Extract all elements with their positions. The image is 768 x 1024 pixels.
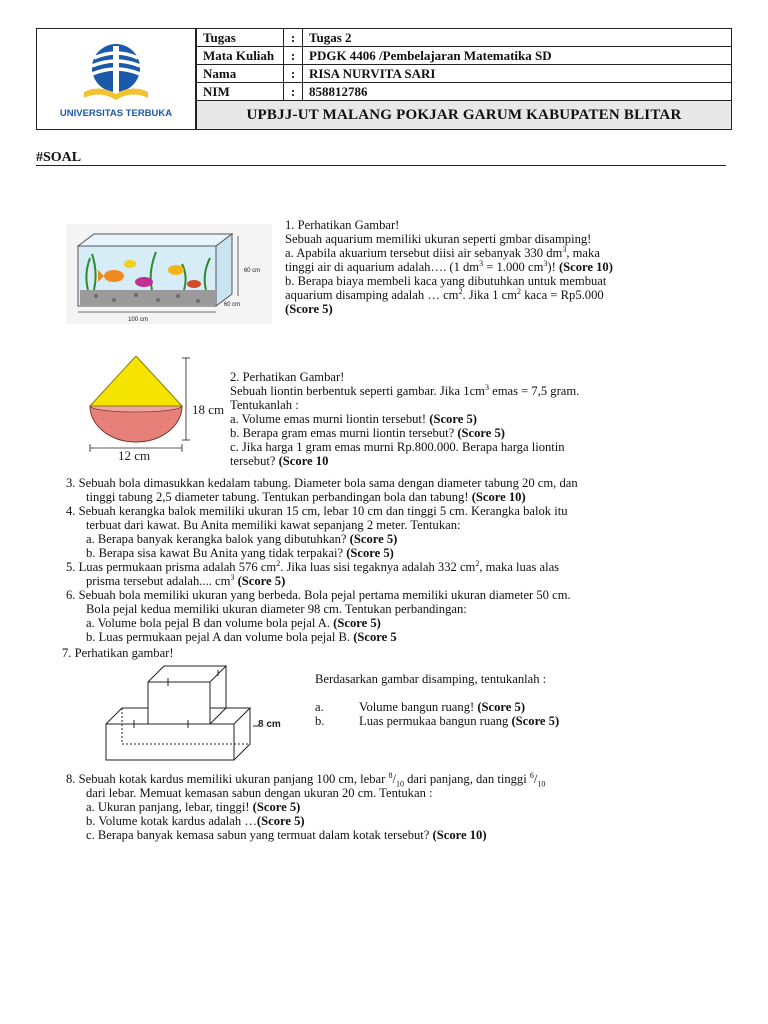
q5-text: , maka luas alas (479, 560, 560, 574)
q5-sup: 3 (230, 572, 235, 582)
q2-score: (Score 5) (429, 412, 477, 426)
q1-text: a. Apabila akuarium tersebut diisi air sebanyak 330 dm (285, 246, 563, 260)
q5-sup: 2 (475, 558, 480, 568)
q8-line-1 (66, 770, 546, 789)
q8-text: b. Volume kotak kardus adalah … (86, 814, 257, 828)
q1-sup: 3 (562, 244, 567, 254)
q2-text: a. Volume emas murni liontin tersebut! (230, 412, 430, 426)
q7-score: (Score 5) (477, 700, 526, 714)
q1-line-2: Sebuah aquarium memiliki ukuran seperti gmbar disamping! (285, 232, 592, 246)
q2-text: emas = 7,5 gram. (488, 384, 580, 398)
q8-text: dari panjang, dan tinggi (403, 772, 530, 786)
q5-text: 5. Luas permukaan prisma adalah 576 cm (66, 560, 277, 574)
q5-score: (Score 5) (237, 574, 286, 588)
q2-line-6: c. Jika harga 1 gram emas murni Rp.800.000. Berapa harga liontin (230, 440, 565, 454)
pendant-figure (84, 356, 224, 460)
q1-line-3 (285, 246, 600, 260)
q5-line-2 (86, 574, 285, 588)
q1-line-4 (285, 260, 613, 274)
header-banner: UPBJJ-UT MALANG POKJAR GARUM KABUPATEN BLITAR (197, 101, 732, 130)
q4-text: b. Berapa sisa kawat Bu Anita yang tidak terpakai? (86, 546, 347, 560)
q4-text: a. Berapa banyak kerangka balok yang dibutuhkan? (86, 532, 350, 546)
q2-line-4 (230, 412, 477, 426)
q6-line-2: Bola pejal kedua memiliki ukuran diameter 98 cm. Tentukan perbandingan: (86, 602, 467, 616)
q7-label: a. (315, 700, 324, 714)
q8-text: a. Ukuran panjang, lebar, tinggi! (86, 800, 253, 814)
q1-text: aquarium disamping adalah … cm (285, 288, 459, 302)
header-row (197, 65, 732, 83)
aquarium-width-label: 100 cm (128, 317, 148, 323)
header-table (196, 28, 732, 130)
q2-line-7 (230, 454, 328, 468)
q7-score: (Score 5) (511, 714, 560, 728)
q8-score: (Score 5) (256, 814, 305, 828)
q5-text: prisma tersebut adalah.... cm (86, 574, 231, 588)
stacked-blocks-figure (98, 662, 298, 766)
row-label: Mata Kuliah (197, 47, 284, 65)
q1-text: kaca = Rp5.000 (521, 288, 604, 302)
q7-title: 7. Perhatikan gambar! (62, 646, 174, 660)
soal-underline (36, 165, 726, 166)
q1-line-6 (285, 288, 604, 302)
q4-score: (Score 5) (346, 546, 394, 560)
header-banner-row (197, 101, 732, 130)
row-value: 858812786 (303, 83, 732, 101)
row-separator: : (284, 29, 303, 47)
q8-frac-den: 10 (395, 779, 404, 789)
q6-score: (Score 5 (353, 630, 397, 644)
row-label: Nama (197, 65, 284, 83)
q6-line-4 (86, 630, 397, 644)
q8-score: (Score 10) (432, 828, 487, 842)
blocks-height-label: 8 cm (258, 719, 281, 730)
q6-text: b. Luas permukaan pejal A dan volume bola pejal B. (86, 630, 354, 644)
q1-score: (Score 5) (285, 302, 333, 316)
q6-score: (Score 5) (333, 616, 381, 630)
q1-text: = 1.000 cm (483, 260, 544, 274)
q2-line-2 (230, 384, 579, 398)
q1-text: , maka (566, 246, 600, 260)
q6-line-3 (86, 616, 381, 630)
q2-line-1: 2. Perhatikan Gambar! (230, 370, 345, 384)
q7-text: Volume bangun ruang! (359, 700, 478, 714)
university-logo-icon (36, 34, 196, 114)
q2-text: Sebuah liontin berbentuk seperti gambar. Jika 1cm (230, 384, 485, 398)
q3-line-2 (86, 490, 526, 504)
q2-text: tersebut? (230, 454, 279, 468)
q5-line-1 (66, 560, 559, 574)
q2-score: (Score 5) (457, 426, 506, 440)
header-row (197, 29, 732, 47)
q8-frac-num: 6 (529, 770, 534, 780)
q8-score: (Score 5) (252, 800, 301, 814)
q1-sup: 2 (517, 286, 522, 296)
q7-intro: Berdasarkan gambar disamping, tentukanlah : (315, 672, 547, 686)
logo-cell (36, 28, 196, 130)
q5-sup: 2 (276, 558, 281, 568)
header-row (197, 83, 732, 101)
q3-line-1: 3. Sebuah bola dimasukkan kedalam tabung. Diameter bola sama dengan diameter tabung 20 cm, dan (66, 476, 578, 490)
q2-sup: 3 (484, 382, 489, 392)
row-label: Tugas (197, 29, 284, 47)
q4-line-1: 4. Sebuah kerangka balok memiliki ukuran 15 cm, lebar 10 cm dan tinggi 5 cm. Kerangka balok itu (66, 504, 568, 518)
q4-score: (Score 5) (349, 532, 398, 546)
header-row (197, 47, 732, 65)
soal-heading: #SOAL (36, 150, 82, 165)
q8-line-4 (86, 814, 305, 828)
q8-line-5 (86, 828, 487, 842)
row-separator: : (284, 83, 303, 101)
pendant-height-label: 18 cm (192, 402, 224, 417)
q8-frac-num: 8 (388, 770, 393, 780)
aquarium-depth-label: 60 cm (223, 302, 241, 308)
q1-text: . Jika 1 cm (462, 288, 518, 302)
q8-frac-den: 10 (537, 779, 546, 789)
q1-sup: 3 (479, 258, 484, 268)
q1-line-1: 1. Perhatikan Gambar! (285, 218, 400, 232)
pendant-diameter-label: 12 cm (118, 448, 151, 460)
q6-text: a. Volume bola pejal B dan volume bola pejal A. (86, 616, 334, 630)
q2-line-3: Tentukanlah : (230, 398, 299, 412)
row-separator: : (284, 65, 303, 83)
q1-sup: 3 (543, 258, 548, 268)
aquarium-figure (66, 224, 272, 324)
row-separator: : (284, 47, 303, 65)
q1-text: )! (547, 260, 559, 274)
row-value: Tugas 2 (303, 29, 732, 47)
q4-line-3 (86, 532, 397, 546)
row-value: RISA NURVITA SARI (303, 65, 732, 83)
q7-text: Luas permukaa bangun ruang (359, 714, 512, 728)
q1-line-7 (285, 302, 333, 316)
q6-line-1: 6. Sebuah bola memiliki ukuran yang berbeda. Bola pejal pertama memiliki ukuran diameter 50 cm. (66, 588, 571, 602)
q2-line-5 (230, 426, 505, 440)
q4-line-2: terbuat dari kawat. Bu Anita memiliki kawat sepanjang 2 meter. Tentukan: (86, 518, 461, 532)
q3-score: (Score 10) (471, 490, 526, 504)
q3-text: tinggi tabung 2,5 diameter tabung. Tentukan perbandingan bola dan tabung! (86, 490, 472, 504)
q7-label: b. (315, 714, 325, 728)
row-value: PDGK 4406 /Pembelajaran Matematika SD (303, 47, 732, 65)
q8-line-3 (86, 800, 300, 814)
q1-line-5: b. Berapa biaya membeli kaca yang dibutuhkan untuk membuat (285, 274, 607, 288)
aquarium-height-label: 60 cm (243, 268, 261, 274)
q4-line-4 (86, 546, 394, 560)
q2-score: (Score 10 (278, 454, 329, 468)
q7-item-a (315, 700, 525, 714)
q8-line-2: dari lebar. Memuat kemasan sabun dengan ukuran 20 cm. Tentukan : (86, 786, 433, 800)
q5-text: . Jika luas sisi tegaknya adalah 332 cm (280, 560, 476, 574)
q7-item-b (315, 714, 559, 728)
q8-frac-slash: / (392, 772, 396, 786)
q1-score: (Score 10) (558, 260, 613, 274)
q8-text: c. Berapa banyak kemasa sabun yang termuat dalam kotak tersebut? (86, 828, 433, 842)
q1-text: tinggi air di aquarium adalah…. (1 dm (285, 260, 480, 274)
q8-text: 8. Sebuah kotak kardus memiliki ukuran panjang 100 cm, lebar (66, 772, 389, 786)
q1-sup: 2 (458, 286, 463, 296)
row-label: NIM (197, 83, 284, 101)
q2-text: b. Berapa gram emas murni liontin tersebut? (230, 426, 458, 440)
q8-frac-slash: / (533, 772, 538, 786)
logo-text: UNIVERSITAS TERBUKA (59, 108, 173, 119)
